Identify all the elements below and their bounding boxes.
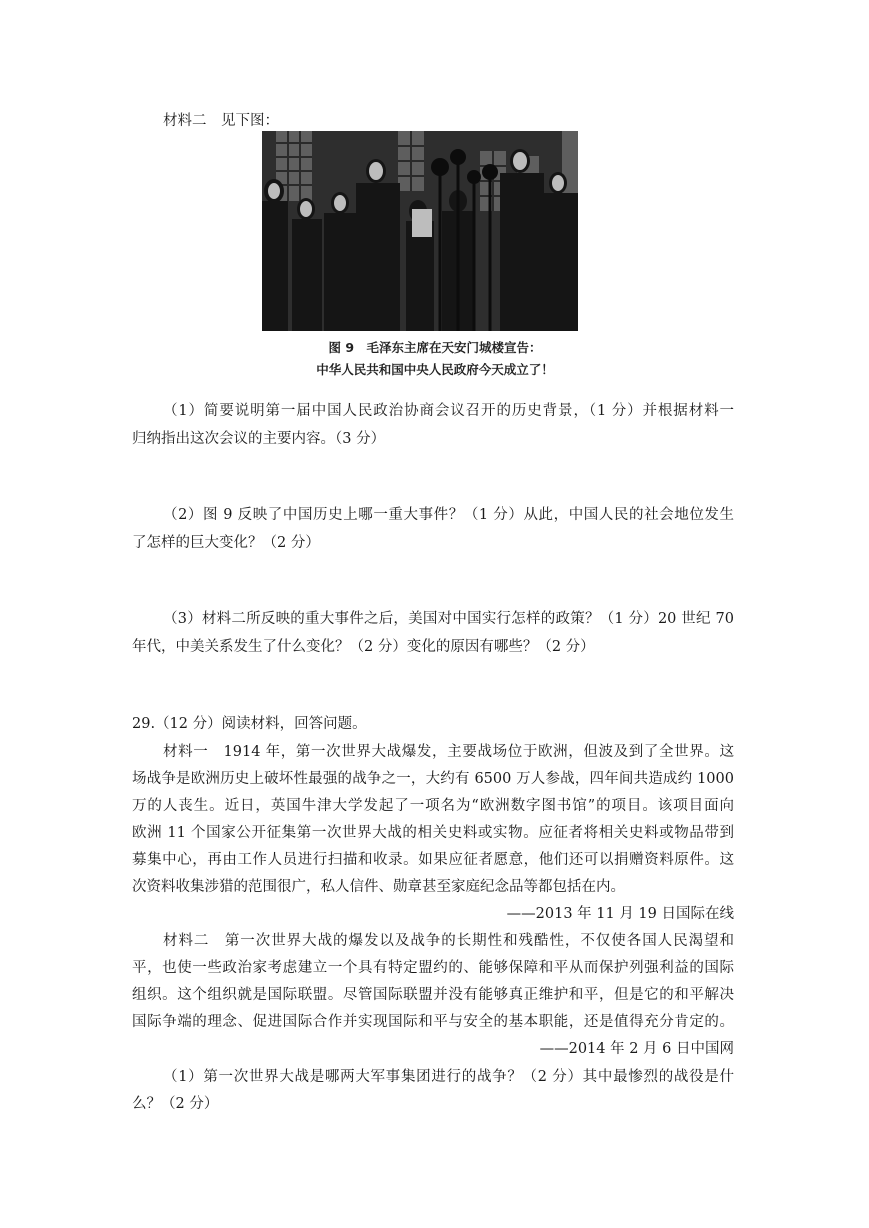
q29-material2-line: 组织。这个组织就是国际联盟。尽管国际联盟并没有能够真正维护和平，但是它的和平解决 xyxy=(132,987,734,1003)
q3-line1: （3）材料二所反映的重大事件之后，美国对中国实行怎样的政策？（1 分）20 世纪 70 xyxy=(163,611,734,627)
q29-material2-line: 国际争端的理念、促进国际合作并实现国际和平与安全的基本职能，还是值得充分肯定的。 xyxy=(132,1014,734,1030)
q29-material1-line: 次资料收集涉猎的范围很广，私人信件、勋章甚至家庭纪念品等都包括在内。 xyxy=(132,879,625,895)
q29-material2-line: 平，也使一些政治家考虑建立一个具有特定盟约的、能够保障和平从而保护列强利益的国际 xyxy=(132,960,734,976)
q29-sub1-line1: （1）第一次世界大战是哪两大军事集团进行的战争？（2 分）其中最惨烈的战役是什 xyxy=(163,1069,734,1085)
q3-line2: 年代，中美关系发生了什么变化？（2 分）变化的原因有哪些？（2 分） xyxy=(132,639,595,655)
figure-caption-line1: 图 9 毛泽东主席在天安门城楼宣告： xyxy=(328,340,542,355)
q29-heading: 29.（12 分）阅读材料，回答问题。 xyxy=(132,716,367,732)
q29-material2-line: 材料二 第一次世界大战的爆发以及战争的长期性和残酷性，不仅使各国人民渴望和 xyxy=(163,933,734,949)
photo-mao-tiananmen xyxy=(262,131,578,331)
figure-caption-line2: 中华人民共和国中央人民政府今天成立了！ xyxy=(316,362,554,377)
q29-material1-line: 欧洲 11 个国家公开征集第一次世界大战的相关史料或实物。应征者将相关史料或物品带到 xyxy=(132,825,734,841)
q2-line2: 了怎样的巨大变化？（2 分） xyxy=(132,535,320,551)
material2-header: 材料二 见下图： xyxy=(163,113,279,129)
q2-line1: （2）图 9 反映了中国历史上哪一重大事件？（1 分）从此，中国人民的社会地位发生 xyxy=(163,507,734,523)
q29-material1-line: 场战争是欧洲历史上破坏性最强的战争之一，大约有 6500 万人参战，四年间共造成约 1000 xyxy=(132,771,734,787)
q29-material1-line: 募集中心，再由工作人员进行扫描和收录。如果应征者愿意，他们还可以捐赠资料原件。这 xyxy=(132,852,734,868)
q1-line1: （1）简要说明第一届中国人民政治协商会议召开的历史背景，（1 分）并根据材料一 xyxy=(163,403,734,419)
q29-source1: ——2013 年 11 月 19 日国际在线 xyxy=(506,906,734,922)
q29-source2: ——2014 年 2 月 6 日中国网 xyxy=(539,1041,734,1057)
q29-material1-line: 万的人丧生。近日，英国牛津大学发起了一项名为“欧洲数字图书馆”的项目。该项目面向 xyxy=(132,798,734,814)
black-and-white-photo-icon xyxy=(262,131,578,331)
q1-line2: 归纳指出这次会议的主要内容。（3 分） xyxy=(132,431,386,447)
q29-sub1-line2: 么？（2 分） xyxy=(132,1096,219,1112)
q29-material1-line: 材料一 1914 年，第一次世界大战爆发，主要战场位于欧洲，但波及到了全世界。这 xyxy=(163,744,734,760)
